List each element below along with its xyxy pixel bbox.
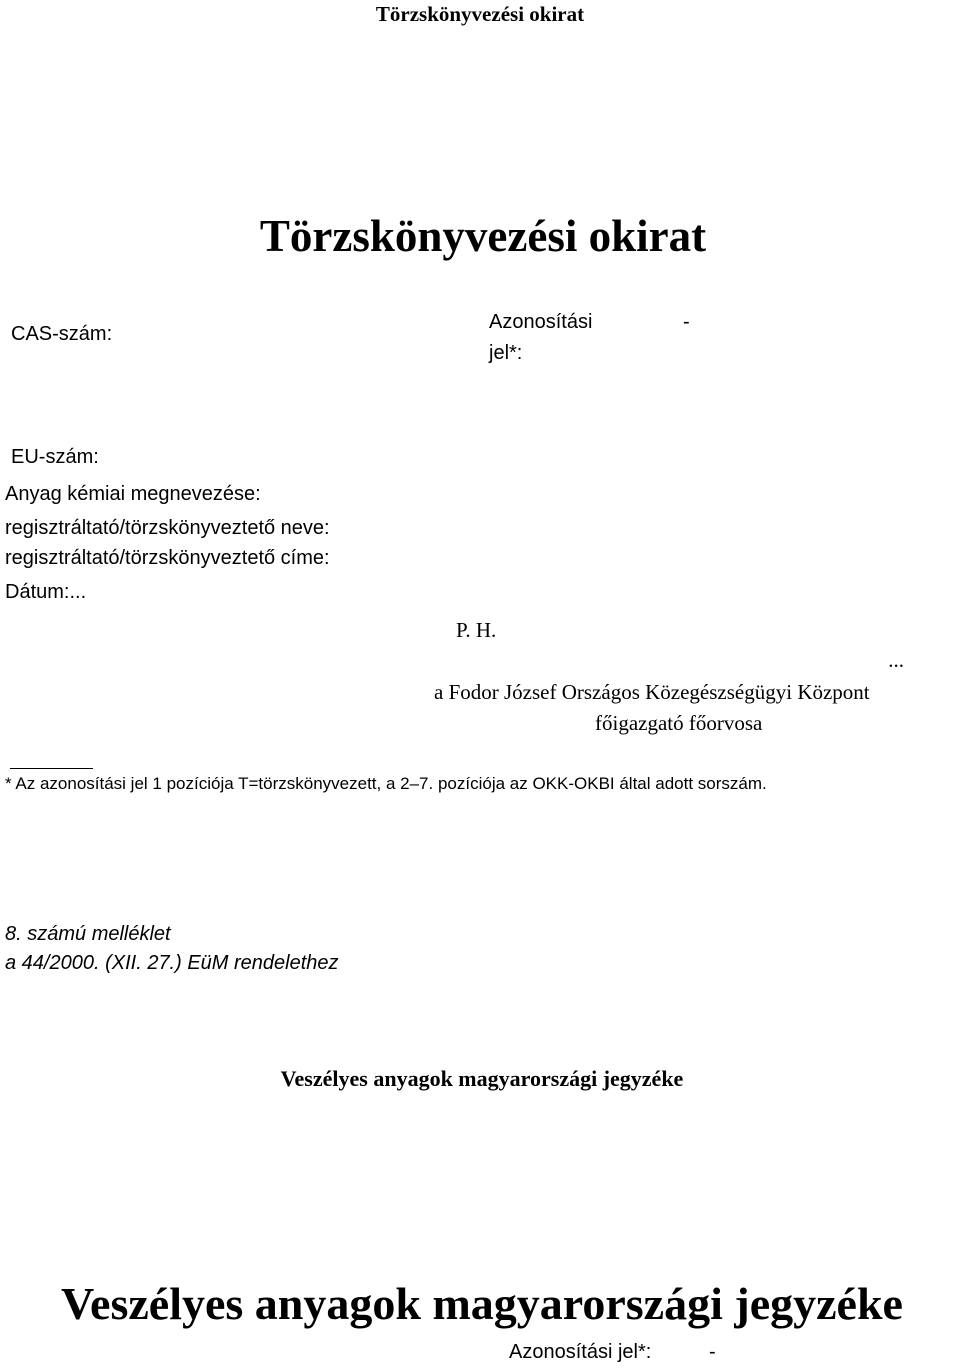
annex-heading: Veszélyes anyagok magyarországi jegyzéke bbox=[280, 1066, 684, 1091]
annex-decree: a 44/2000. (XII. 27.) EüM rendelethez bbox=[5, 952, 339, 974]
signer-title: főigazgató főorvosa bbox=[595, 711, 763, 735]
signer-institution: a Fodor József Országos Közegészségügyi Központ bbox=[434, 680, 870, 704]
eu-number-label: EU-szám: bbox=[11, 446, 99, 468]
registrant-address-label: regisztráltató/törzskönyveztető címe: bbox=[5, 547, 330, 569]
footnote-rule bbox=[10, 768, 93, 769]
stamp-placeholder: P. H. bbox=[456, 618, 497, 642]
chemical-name-label: Anyag kémiai megnevezése: bbox=[5, 483, 261, 505]
bottom-identifier-label: Azonosítási jel*: bbox=[509, 1341, 652, 1363]
date-label: Dátum:... bbox=[5, 581, 87, 603]
identifier-value: - bbox=[683, 311, 690, 333]
signature-line: ... bbox=[888, 648, 904, 672]
identifier-label: Azonosítási bbox=[489, 311, 593, 333]
cas-number-label: CAS-szám: bbox=[11, 323, 113, 345]
identifier-label-cont: jel*: bbox=[489, 342, 523, 364]
bottom-identifier-value: - bbox=[709, 1341, 716, 1363]
header-title: Törzskönyvezési okirat bbox=[375, 2, 585, 26]
document-title: Törzskönyvezési okirat bbox=[259, 211, 707, 261]
bottom-title: Veszélyes anyagok magyarországi jegyzéke bbox=[61, 1278, 903, 1329]
annex-number: 8. számú melléklet bbox=[5, 923, 171, 945]
registrant-name-label: regisztráltató/törzskönyveztető neve: bbox=[5, 517, 330, 539]
footnote: * Az azonosítási jel 1 pozíciója T=törzskönyvezett, a 2–7. pozíciója az OKK-OKBI által adott sorszám. bbox=[5, 774, 767, 793]
